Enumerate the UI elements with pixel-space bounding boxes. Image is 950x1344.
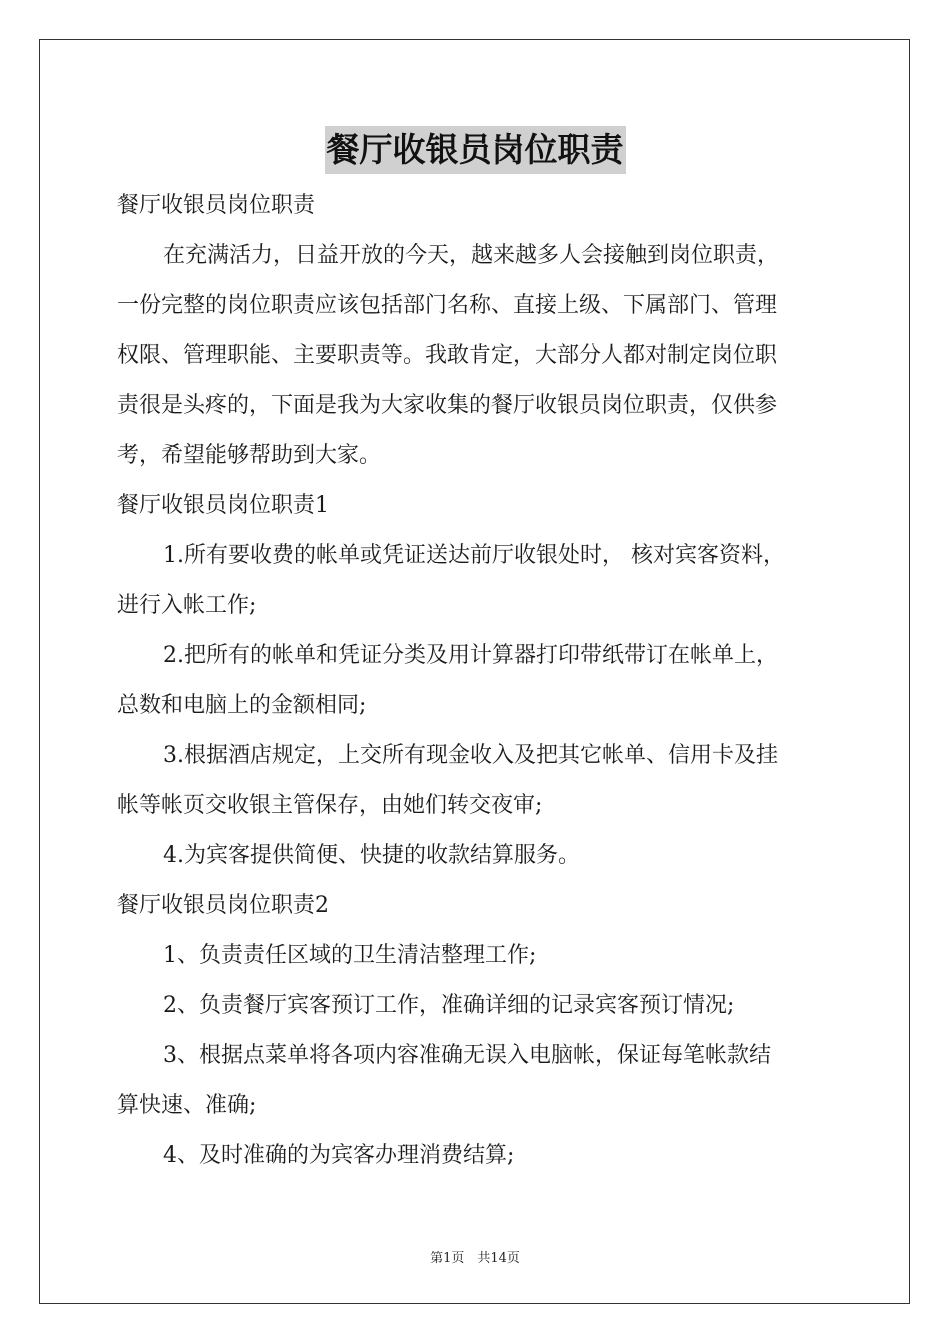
document-body <box>117 181 835 1181</box>
list-item: 1、负责责任区域的卫生清洁整理工作; <box>163 943 537 968</box>
list-item-continuation: 进行入帐工作; <box>117 593 257 618</box>
document-title-wrapper <box>0 126 950 174</box>
list-item-continuation: 算快速、准确; <box>117 1093 257 1118</box>
section-heading: 餐厅收银员岗位职责1 <box>117 493 329 518</box>
list-item-continuation: 总数和电脑上的金额相同; <box>117 693 367 718</box>
section-heading: 餐厅收银员岗位职责2 <box>117 893 329 918</box>
page-footer <box>0 1247 950 1266</box>
paragraph-line: 一份完整的岗位职责应该包括部门名称、直接上级、下属部门、管理 <box>117 293 778 318</box>
list-item: 3、根据点菜单将各项内容准确无误入电脑帐，保证每笔帐款结 <box>163 1043 771 1068</box>
list-item: 1.所有要收费的帐单或凭证送达前厅收银处时， 核对宾客资料， <box>163 543 785 568</box>
section-heading: 餐厅收银员岗位职责 <box>117 193 316 218</box>
paragraph-line: 责很是头疼的，下面是我为大家收集的餐厅收银员岗位职责，仅供参 <box>117 393 778 418</box>
paragraph-line: 考，希望能够帮助到大家。 <box>117 443 382 468</box>
list-item: 3.根据酒店规定，上交所有现金收入及把其它帐单、信用卡及挂 <box>163 743 778 768</box>
document-title: 餐厅收银员岗位职责 <box>325 126 626 174</box>
list-item: 4、及时准确的为宾客办理消费结算; <box>163 1143 515 1168</box>
list-item: 2.把所有的帐单和凭证分类及用计算器打印带纸带订在帐单上， <box>163 643 778 668</box>
list-item: 4.为宾客提供简便、快捷的收款结算服务。 <box>163 843 580 868</box>
list-item-continuation: 帐等帐页交收银主管保存，由她们转交夜审; <box>117 793 543 818</box>
paragraph-line: 在充满活力，日益开放的今天，越来越多人会接触到岗位职责， <box>163 243 780 268</box>
page-number: 第1页 共14页 <box>430 1251 520 1266</box>
list-item: 2、负责餐厅宾客预订工作，准确详细的记录宾客预订情况; <box>163 993 735 1018</box>
paragraph-line: 权限、管理职能、主要职责等。我敢肯定，大部分人都对制定岗位职 <box>117 343 778 368</box>
